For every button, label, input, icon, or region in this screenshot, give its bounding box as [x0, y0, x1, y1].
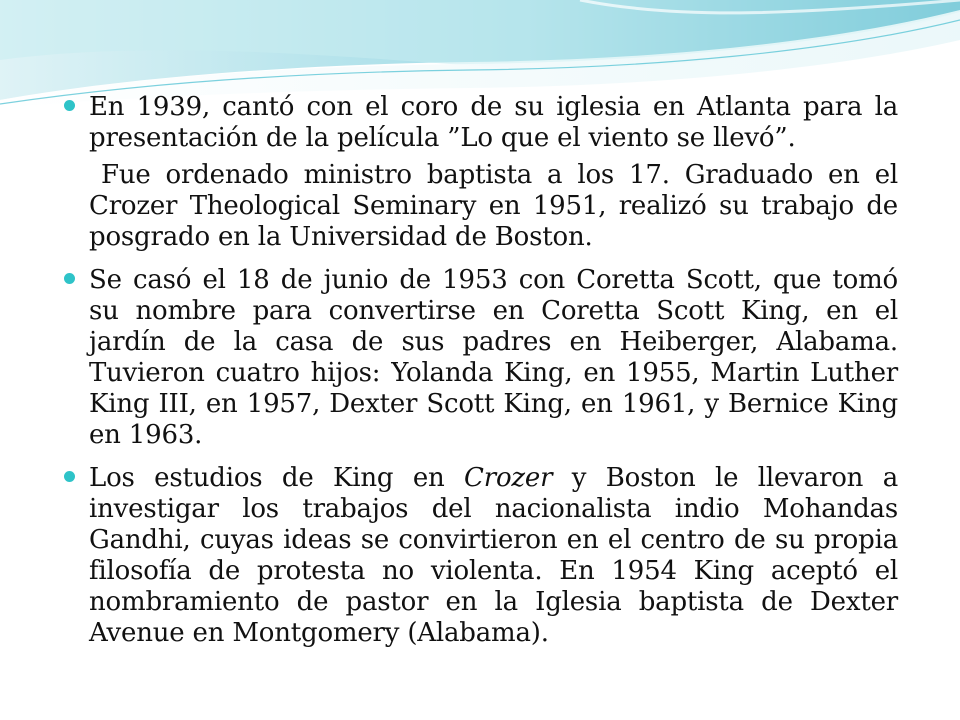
bullet-dot-icon [64, 471, 75, 482]
continuation-paragraph [64, 160, 898, 253]
paragraph-text: Se casó el 18 de junio de 1953 con Coretta Scott, que tomó su nombre para convertirse en Coretta Scott King, en el jardín de la casa de sus padres en Heiberger, Alabama. Tuvieron cuatro hijos: Yolanda King, en 1955, Martin Luther King III, en 1957, Dexter Scott King, en 1961, y Bernice King en 1963. [89, 265, 898, 450]
italic-term: Crozer [464, 463, 553, 493]
bullet-paragraph-1 [64, 92, 898, 154]
bullet-dot-icon [64, 100, 75, 111]
bullet-paragraph-2 [64, 265, 898, 451]
bullet-dot-icon [64, 273, 75, 284]
paragraph-text: Fue ordenado ministro baptista a los 17. Graduado en el Crozer Theological Seminary en 1951, realizó su trabajo de posgrado en la Universidad de Boston. [89, 160, 898, 252]
bullet-paragraph-3 [64, 463, 898, 649]
paragraph-text-start: Los estudios de King en [89, 463, 465, 493]
slide-body [64, 92, 898, 661]
paragraph-text-end: y Boston le llevaron a investigar los trabajos del nacionalista indio Mohandas Gandhi, cuyas ideas se convirtieron en el centro de su propia filosofía de protesta no violenta. En 1954 King aceptó el nombramiento de pastor en la Iglesia baptista de Dexter Avenue en Montgomery (Alabama). [89, 463, 898, 648]
paragraph-text: En 1939, cantó con el coro de su iglesia en Atlanta para la presentación de la película ”Lo que el viento se llevó”. [89, 92, 898, 153]
